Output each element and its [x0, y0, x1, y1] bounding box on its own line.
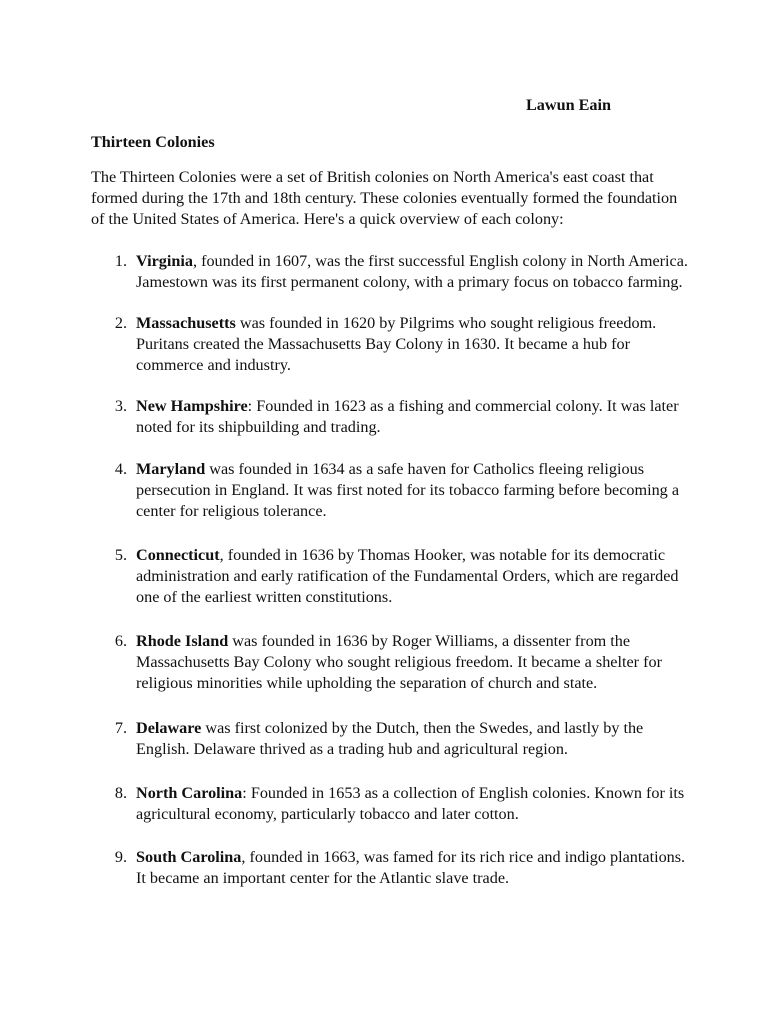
- colony-description: was first colonized by the Dutch, then the Swedes, and lastly by the English. Delaware thrived as a trading hub and agricultural region.: [136, 719, 644, 758]
- colony-description: , founded in 1663, was famed for its rich rice and indigo plantations. It became an important center for the Atlantic slave trade.: [136, 848, 686, 887]
- list-item: [91, 251, 691, 293]
- document-title: Thirteen Colonies: [91, 133, 215, 151]
- list-item: [91, 718, 691, 760]
- colony-name: Connecticut: [136, 546, 220, 564]
- colony-name: South Carolina: [136, 848, 242, 866]
- author-name: Lawun Eain: [526, 96, 612, 114]
- colony-name: North Carolina: [136, 784, 243, 802]
- colony-name: New Hampshire: [136, 397, 248, 415]
- list-item: [91, 459, 691, 522]
- colony-name: Rhode Island: [136, 632, 229, 650]
- list-item: [91, 847, 691, 889]
- intro-paragraph: The Thirteen Colonies were a set of British colonies on North America's east coast that formed during the 17th and 18th century. These colonies eventually formed the foundation of the United States of America. Here's a quick overview of each colony:: [91, 168, 678, 228]
- list-item: [91, 313, 691, 376]
- colony-description: was founded in 1634 as a safe haven for Catholics fleeing religious persecution in England. It was first noted for its tobacco farming before becoming a center for religious tolerance.: [136, 460, 680, 520]
- list-number: 3.: [114, 397, 127, 415]
- colony-description: , founded in 1607, was the first successful English colony in North America. Jamestown was its first permanent colony, with a primary focus on tobacco farming.: [136, 252, 688, 291]
- list-number: 5.: [114, 546, 127, 564]
- list-number: 7.: [114, 719, 127, 737]
- list-item: [91, 783, 691, 825]
- colony-description: was founded in 1636 by Roger Williams, a dissenter from the Massachusetts Bay Colony who sought religious freedom. It became a shelter for religious minorities while upholding the separation of church and state.: [136, 632, 662, 692]
- colony-description: was founded in 1620 by Pilgrims who sought religious freedom. Puritans created the Massachusetts Bay Colony in 1630. It became a hub for commerce and industry.: [136, 314, 657, 374]
- colony-description: : Founded in 1623 as a fishing and commercial colony. It was later noted for its shipbuilding and trading.: [136, 397, 679, 436]
- colony-list: [91, 251, 691, 889]
- colony-description: , founded in 1636 by Thomas Hooker, was notable for its democratic administration and early ratification of the Fundamental Orders, which are regarded one of the earliest written constitutions.: [136, 546, 679, 606]
- list-item: [91, 545, 691, 608]
- colony-description: : Founded in 1653 as a collection of English colonies. Known for its agricultural economy, particularly tobacco and later cotton.: [136, 784, 685, 823]
- colony-name: Maryland: [136, 460, 206, 478]
- colony-name: Virginia: [136, 252, 193, 270]
- list-number: 9.: [114, 848, 127, 866]
- list-number: 2.: [114, 314, 127, 332]
- list-item: [91, 631, 691, 694]
- colony-name: Delaware: [136, 719, 202, 737]
- list-number: 8.: [114, 784, 127, 802]
- list-number: 1.: [114, 252, 127, 270]
- colony-name: Massachusetts: [136, 314, 236, 332]
- list-item: [91, 396, 691, 438]
- list-number: 6.: [114, 632, 127, 650]
- list-number: 4.: [114, 460, 127, 478]
